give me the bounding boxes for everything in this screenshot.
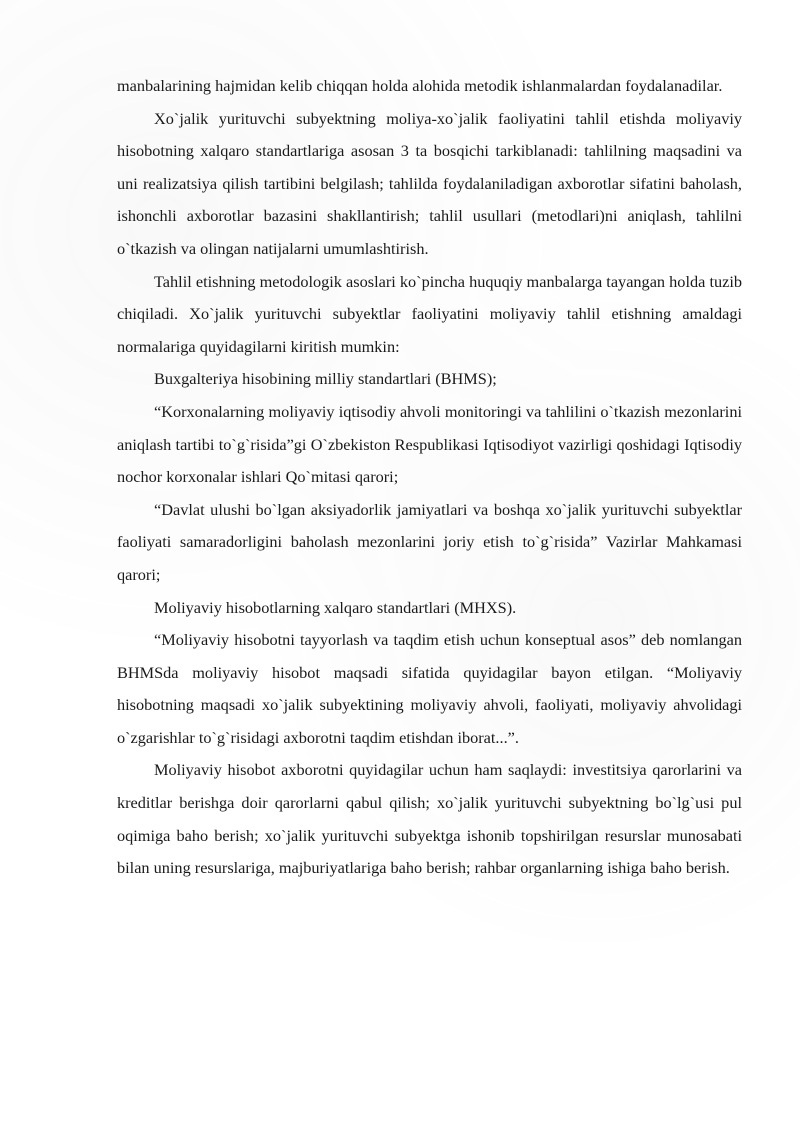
paragraph-3: Tahlil etishning metodologik asoslari ko`pincha huquqiy manbalarga tayangan holda tuzib chiqiladi. Xo`jalik yurituvchi subyektlar faoliyatini moliyaviy tahlil etishning amaldagi normalariga quyidagilarni kiritish mumkin: — [117, 271, 742, 356]
paragraph-1: manbalarining hajmidan kelib chiqqan holda alohida metodik ishlanmalardan foydalanadilar. — [117, 76, 723, 95]
paragraph-8: “Moliyaviy hisobotni tayyorlash va taqdim etish uchun konseptual asos” deb nomlangan BHMSda moliyaviy hisobot maqsadi sifatida quyidagilar bayon etilgan. “Moliyaviy hisobotning maqsadi xo`jalik subyektining moliyaviy ahvoli, faoliyati, moliyaviy ahvolidagi o`zgarishlar to`g`risidagi axborotni taqdim etishdan iborat...”. — [117, 630, 742, 747]
body-text — [117, 70, 742, 885]
paragraph-5: “Korxonalarning moliyaviy iqtisodiy ahvoli monitoringi va tahlilini o`tkazish mezonlarini aniqlash tartibi to`g`risida”gi O`zbekiston Respublikasi Iqtisodiyot vazirligi qoshidagi Iqtisodiy nochor korxonalar ishlari Qo`mitasi qarori; — [117, 401, 742, 487]
paragraph-7: Moliyaviy hisobotlarning xalqaro standartlari (MHXS). — [154, 597, 517, 617]
paragraph-4: Buxgalteriya hisobining milliy standartlari (BHMS); — [154, 369, 497, 389]
paragraph-2: Xo`jalik yurituvchi subyektning moliya-xo`jalik faoliyatini tahlil etishda moliyaviy hisobotning xalqaro standartlariga asosan 3 ta bosqichi tarkiblanadi: tahlilning maqsadini va uni realizatsiya qilish tartibini belgilash; tahlilda foydalaniladigan axborotlar sifatini baholash, ishonchli axborotlar bazasini shakllantirish; tahlil usullari (metodlari)ni aniqlash, tahlilni o`tkazish va olingan natijalarni umumlashtirish. — [117, 108, 742, 258]
paragraph-6: “Davlat ulushi bo`lgan aksiyadorlik jamiyatlari va boshqa xo`jalik yurituvchi subyektlar faoliyati samaradorligini baholash mezonlarini joriy etish to`g`risida” Vazirlar Mahkamasi qarori; — [117, 499, 742, 584]
paragraph-9: Moliyaviy hisobot axborotni quyidagilar uchun ham saqlaydi: investitsiya qarorlarini va kreditlar berishga doir qarorlarni qabul qilish; xo`jalik yurituvchi subyektning bo`lg`usi pul oqimiga baho berish; xo`jalik yurituvchi subyektga ishonib topshirilgan resurslar munosabati bilan uning resurslariga, majburiyatlariga baho berish; rahbar organlarning ishiga baho berish. — [117, 760, 742, 878]
